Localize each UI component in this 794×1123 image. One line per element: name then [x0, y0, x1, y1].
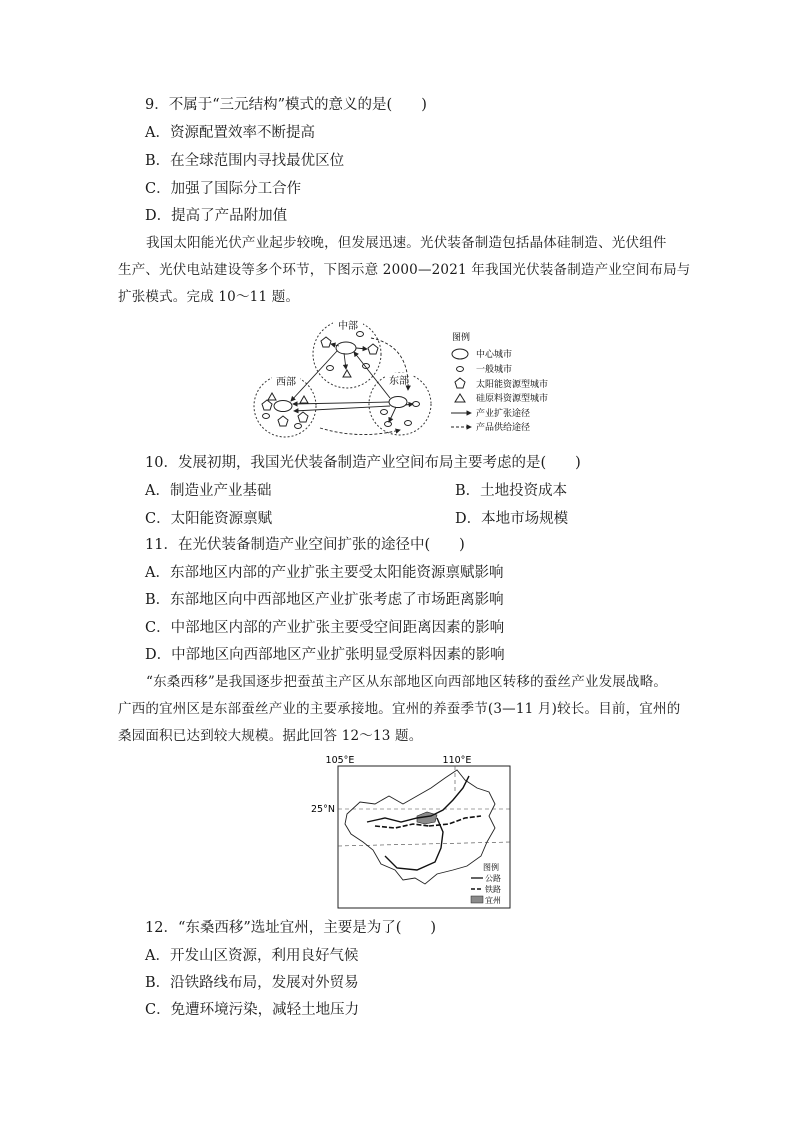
solar-city-icon [321, 337, 331, 347]
q10-stem: 10．发展初期，我国光伏装备制造产业空间布局主要考虑的是( ) [145, 455, 581, 471]
fig2-legend-item: 宜州 [485, 896, 501, 905]
q11-stem: 11．在光伏装备制造产业空间扩张的途径中( ) [145, 537, 465, 553]
q10-option-c: C．太阳能资源禀赋 [145, 511, 273, 527]
q12-option-c: C．免遭环境污染，减轻土地压力 [145, 1002, 360, 1018]
silicon-city-icon [343, 370, 351, 377]
q9-option-a: A．资源配置效率不断提高 [145, 125, 315, 141]
q12-option-b: B．沿铁路线布局，发展对外贸易 [145, 975, 359, 991]
region-central-label: 中部 [338, 321, 358, 332]
legend-hub-city-icon [452, 349, 468, 359]
q10-option-a: A．制造业产业基础 [145, 483, 272, 499]
fig2-legend-item: 公路 [485, 874, 501, 883]
passage2-line-2: 广西的宜州区是东部蚕丝产业的主要承接地。宜州的养蚕季节(3—11 月)较长。目前，宜州的 [118, 701, 681, 717]
q11-option-d: D．中部地区向西部地区产业扩张明显受原料因素的影响 [145, 647, 505, 663]
fig1-legend-item: 中心城市 [476, 350, 513, 360]
q11-option-a: A．东部地区内部的产业扩张主要受太阳能资源禀赋影响 [145, 565, 504, 581]
passage2-line-1: “东桑西移”是我国逐步把蚕茧主产区从东部地区向西部地区转移的蚕丝产业发展战略。 [146, 674, 668, 690]
q10-option-b: B．土地投资成本 [455, 483, 568, 499]
lon-label-105: 105°E [325, 755, 355, 766]
fig1-legend-item: 一般城市 [476, 365, 513, 375]
legend-city-icon [457, 367, 464, 372]
fig1-legend-item: 硅原料资源型城市 [476, 394, 549, 404]
pv-industry-diagram [250, 316, 550, 438]
q9-option-b: B．在全球范围内寻找最优区位 [145, 153, 345, 169]
q10-option-d: D．本地市场规模 [455, 511, 569, 527]
q9-option-c: C．加强了国际分工合作 [145, 181, 302, 197]
guangxi-map [305, 752, 515, 912]
legend-silicon-city-icon [455, 394, 465, 402]
fig2-legend-title: 图例 [483, 863, 499, 872]
solar-city-icon [368, 344, 378, 354]
legend-yizhou-icon [471, 896, 483, 903]
passage1-line-1: 我国太阳能光伏产业起步较晚，但发展迅速。光伏装备制造包括晶体硅制造、光伏组件 [146, 235, 667, 251]
lon-label-110: 110°E [442, 755, 472, 766]
fig2-legend-item: 铁路 [485, 885, 501, 894]
q11-option-c: C．中部地区内部的产业扩张主要受空间距离因素的影响 [145, 620, 505, 636]
q9-stem: 9．不属于“三元结构”模式的意义的是( ) [145, 97, 427, 113]
fig1-legend-item: 太阳能资源型城市 [476, 380, 549, 390]
q9-option-d: D．提高了产品附加值 [145, 208, 288, 224]
passage1-line-2: 生产、光伏电站建设等多个环节，下图示意 2000—2021 年我国光伏装备制造产业空间布局与 [118, 262, 691, 278]
q12-stem: 12．“东桑西移”选址宜州，主要是为了( ) [145, 920, 437, 936]
passage1-line-3: 扩张模式。完成 10～11 题。 [118, 289, 300, 305]
east-hub-city [389, 397, 407, 408]
lat-label-25: 25°N [311, 804, 335, 815]
central-hub-city [336, 342, 356, 354]
passage2-line-3: 桑园面积已达到较大规模。据此回答 12～13 题。 [118, 728, 423, 744]
west-hub-city [274, 401, 292, 412]
fig1-legend-item: 产品供给途径 [476, 423, 531, 433]
fig1-legend-item: 产业扩张途径 [476, 409, 531, 419]
fig1-legend-title: 图例 [452, 333, 471, 343]
q12-option-a: A．开发山区资源，利用良好气候 [145, 948, 359, 964]
q11-option-b: B．东部地区向中西部地区产业扩张考虑了市场距离影响 [145, 592, 504, 608]
region-east-label: 东部 [389, 376, 409, 387]
region-west-label: 西部 [276, 377, 296, 388]
legend-solar-city-icon [455, 378, 465, 388]
